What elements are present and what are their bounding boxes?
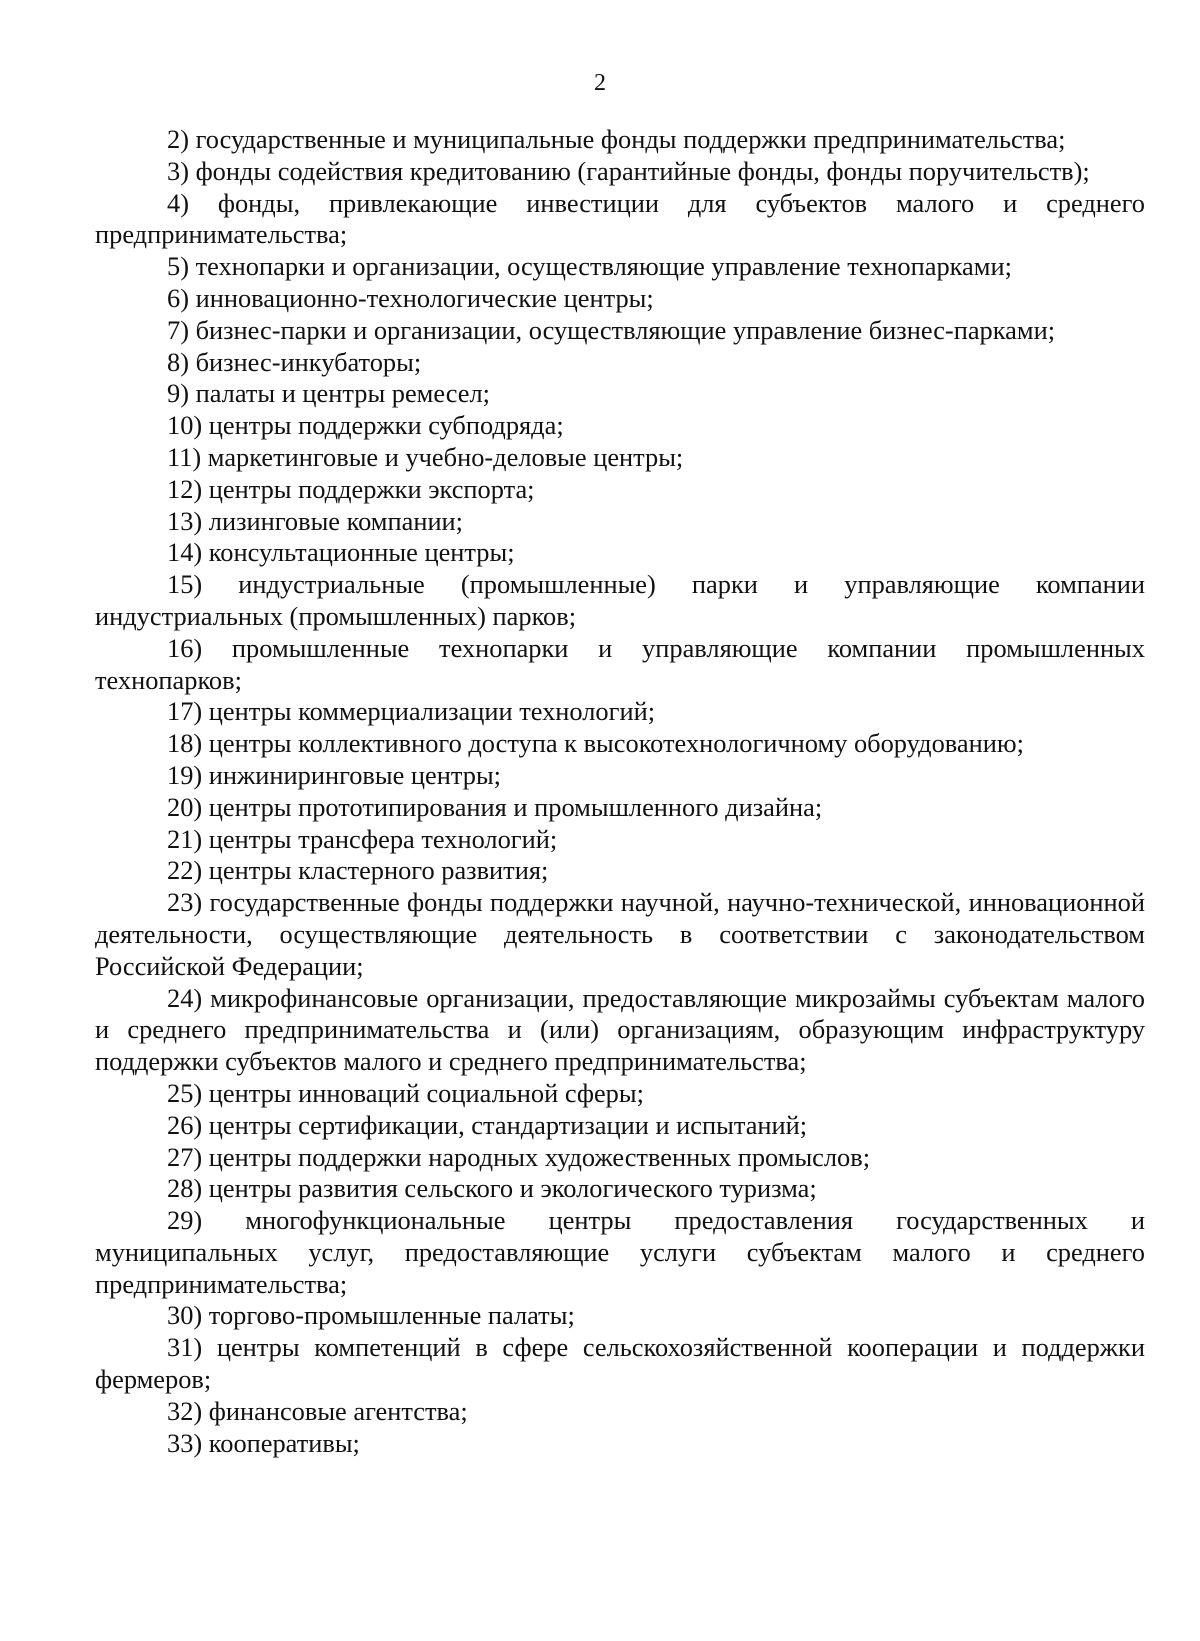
list-item: 18) центры коллективного доступа к высокотехнологичному оборудованию; (167, 728, 1024, 759)
list-item: 7) бизнес-парки и организации, осуществляющие управление бизнес-парками; (167, 314, 1056, 345)
list-item: 26) центры сертификации, стандартизации и испытаний; (167, 1109, 808, 1140)
list-item: 21) центры трансфера технологий; (167, 823, 558, 854)
list-item: 24) микрофинансовые организации, предоставляющие микрозаймы субъектам малого и среднего предпринимательства и (или) организациям, образующим инфраструктуру поддержки субъектов малого и среднего предпринимательства; (95, 982, 1145, 1077)
list-item: 16) промышленные технопарки и управляющие компании промышленных технопарков; (95, 632, 1145, 695)
list-item: 9) палаты и центры ремесел; (167, 378, 491, 409)
list-item: 5) технопарки и организации, осуществляющие управление технопарками; (167, 251, 1012, 282)
list-item: 8) бизнес-инкубаторы; (167, 346, 422, 377)
list-item: 23) государственные фонды поддержки научной, научно-технической, инновационной деятельности, осуществляющие деятельность в соответствии с законодательством Российской Федерации; (95, 887, 1145, 981)
list-item: 17) центры коммерциализации технологий; (167, 696, 656, 727)
list-item: 25) центры инноваций социальной сферы; (167, 1077, 644, 1108)
list-item: 3) фонды содействия кредитованию (гарантийные фонды, фонды поручительств); (167, 155, 1090, 186)
list-item: 27) центры поддержки народных художественных промыслов; (167, 1141, 871, 1172)
list-item: 11) маркетинговые и учебно-деловые центры; (167, 441, 684, 472)
list-item: 31) центры компетенций в сфере сельскохозяйственной кооперации и поддержки фермеров; (95, 1332, 1145, 1395)
page-number: 2 (594, 70, 606, 96)
list-item: 10) центры поддержки субподряда; (167, 410, 564, 441)
document-body (95, 124, 1145, 1459)
list-item: 14) консультационные центры; (167, 537, 515, 568)
list-item: 15) индустриальные (промышленные) парки и управляющие компании индустриальных (промышленных) парков; (95, 569, 1145, 631)
list-item: 19) инжиниринговые центры; (167, 759, 502, 790)
list-item: 13) лизинговые компании; (167, 505, 464, 536)
list-item: 6) инновационно-технологические центры; (167, 282, 654, 313)
list-item: 33) кооперативы; (167, 1427, 360, 1458)
list-item: 30) торгово-промышленные палаты; (167, 1300, 575, 1331)
list-item: 4) фонды, привлекающие инвестиции для субъектов малого и среднего предпринимательства; (95, 187, 1145, 250)
list-item: 20) центры прототипирования и промышленного дизайна; (167, 791, 823, 822)
list-item: 32) финансовые агентства; (167, 1395, 468, 1426)
list-item: 22) центры кластерного развития; (167, 855, 549, 886)
list-item: 2) государственные и муниципальные фонды поддержки предпринимательства; (167, 124, 1066, 154)
list-item: 29) многофункциональные центры предоставления государственных и муниципальных услуг, предоставляющие услуги субъектам малого и среднего предпринимательства; (95, 1205, 1145, 1299)
list-item: 12) центры поддержки экспорта; (167, 473, 535, 504)
list-item: 28) центры развития сельского и экологического туризма; (167, 1173, 817, 1204)
